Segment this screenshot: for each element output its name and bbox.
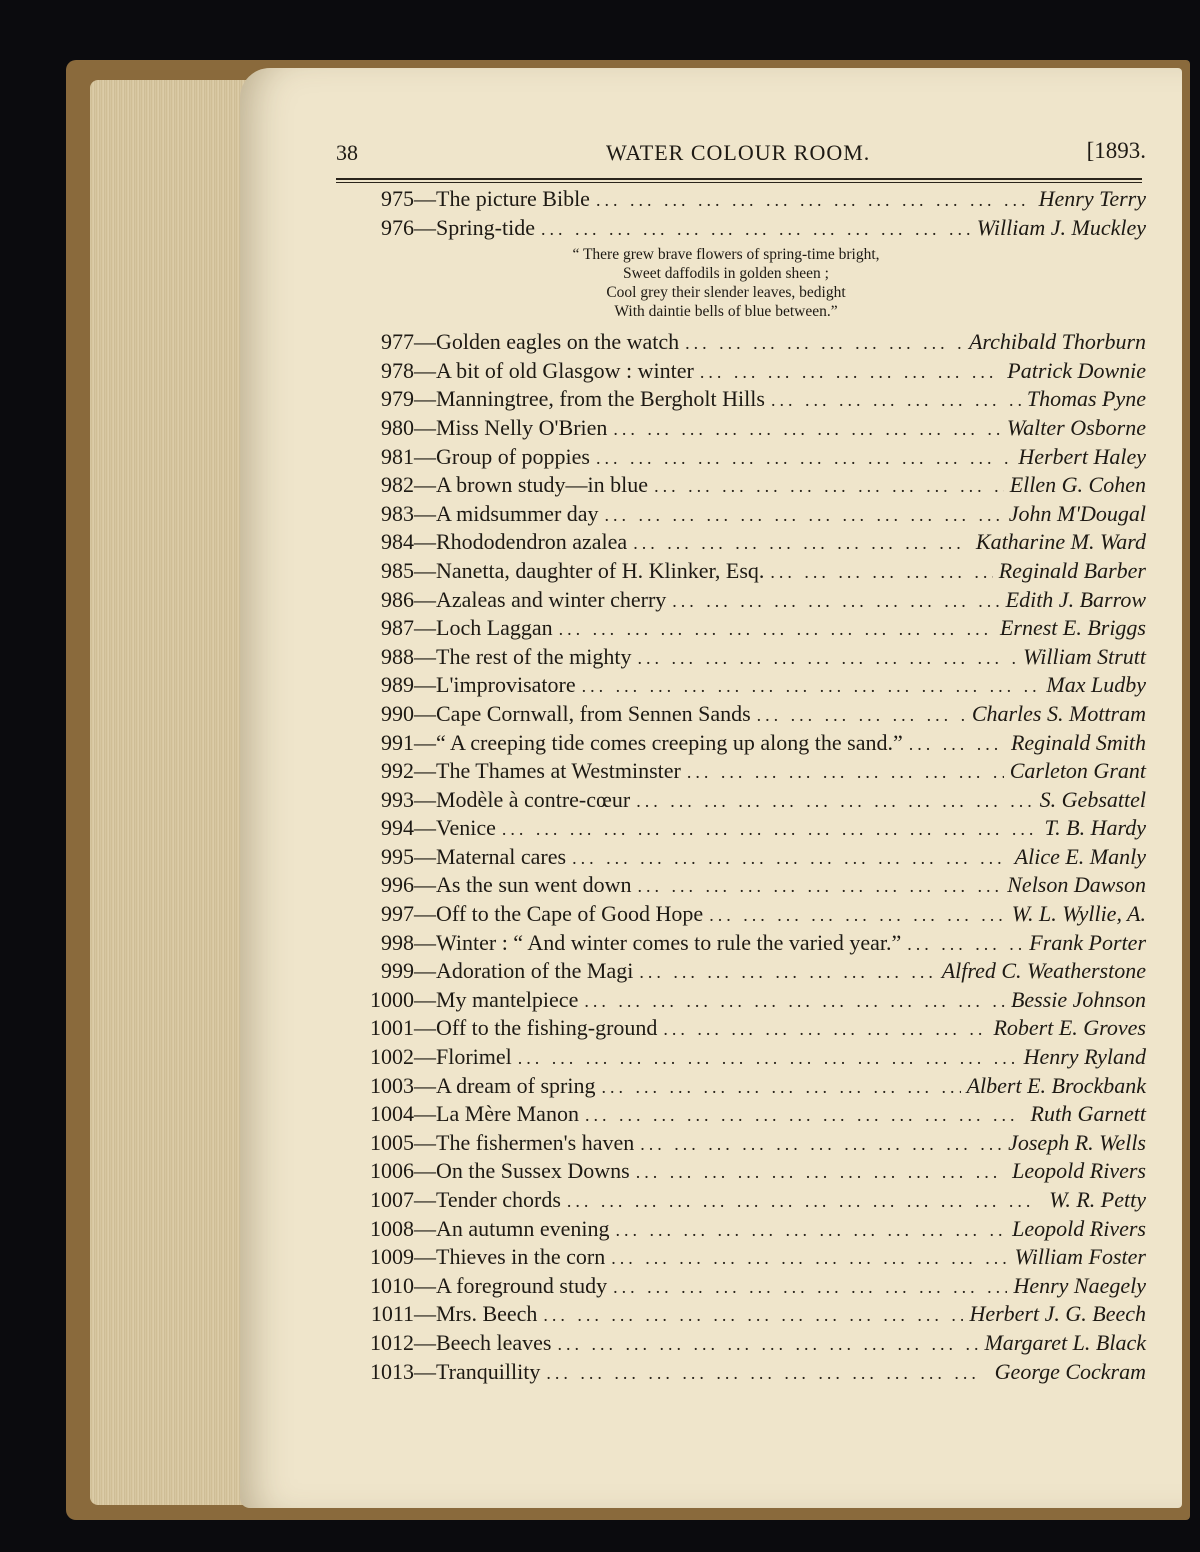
entry-title: Florimel bbox=[436, 1044, 512, 1070]
entry-title: Miss Nelly O'Brien bbox=[436, 414, 608, 440]
entry-number bbox=[346, 215, 414, 241]
catalogue-entry bbox=[346, 1273, 1146, 1302]
entry-dash: — bbox=[414, 872, 436, 898]
entry-dash: — bbox=[414, 986, 436, 1012]
entry-number-text: 1003 bbox=[370, 1072, 414, 1098]
catalogue-entry bbox=[346, 1101, 1146, 1130]
leader-dots bbox=[613, 419, 1000, 440]
leader-dots bbox=[636, 791, 1033, 812]
entry-dash: — bbox=[414, 586, 436, 612]
entry-artist: Henry Naegely bbox=[1013, 1272, 1146, 1298]
leader-dots bbox=[639, 962, 935, 983]
entry-number-text: 979 bbox=[381, 386, 414, 412]
entry-artist: John M'Dougal bbox=[1008, 500, 1146, 526]
entry-number-text: 978 bbox=[381, 357, 414, 383]
entry-number bbox=[346, 672, 414, 698]
entry-title: Manningtree, from the Bergholt Hills bbox=[436, 386, 765, 412]
catalogue-entry bbox=[346, 1044, 1146, 1073]
entry-number-text: 975 bbox=[381, 186, 414, 211]
running-title: WATER COLOUR ROOM. bbox=[606, 140, 871, 165]
catalogue-entry bbox=[346, 787, 1146, 816]
entry-artist: Herbert J. G. Beech bbox=[969, 1301, 1146, 1327]
entry-number bbox=[346, 615, 414, 641]
entry-artist: W. R. Petty bbox=[1049, 1187, 1146, 1212]
entry-artist: Ruth Garnett bbox=[1030, 1101, 1146, 1127]
entry-number bbox=[346, 186, 414, 212]
catalogue-entry bbox=[346, 930, 1146, 959]
entry-artist: Albert E. Brockbank bbox=[966, 1072, 1146, 1098]
entry-number-text: 997 bbox=[381, 901, 414, 927]
entry-artist: Ernest E. Briggs bbox=[999, 615, 1146, 641]
entry-title: Adoration of the Magi bbox=[436, 958, 634, 984]
entry-artist: S. Gebsattel bbox=[1039, 786, 1146, 812]
entry-number bbox=[346, 1359, 414, 1385]
catalogue-entry bbox=[346, 1244, 1146, 1273]
leader-dots bbox=[638, 648, 1018, 669]
leader-dots bbox=[605, 505, 1003, 526]
entry-number-text: 977 bbox=[381, 329, 414, 355]
entry-title: Thieves in the corn bbox=[436, 1244, 606, 1270]
entry-artist: Henry Terry bbox=[1038, 186, 1146, 211]
catalogue-entry bbox=[346, 1216, 1146, 1245]
catalogue-entry bbox=[346, 701, 1146, 730]
entry-number-text: 1005 bbox=[370, 1129, 414, 1155]
entry-dash: — bbox=[414, 1301, 436, 1327]
entry-artist: Herbert Haley bbox=[1018, 443, 1146, 469]
entry-number bbox=[346, 1044, 414, 1070]
entry-dash: — bbox=[414, 672, 436, 698]
poem-line: Sweet daffodils in golden sheen ; bbox=[623, 265, 829, 283]
catalogue-entry bbox=[346, 558, 1146, 587]
catalogue-entry bbox=[346, 415, 1146, 444]
entry-number bbox=[346, 1273, 414, 1299]
entry-title: On the Sussex Downs bbox=[436, 1158, 630, 1184]
leader-dots bbox=[685, 333, 963, 354]
entry-number-text: 991 bbox=[381, 729, 414, 755]
entry-number-text: 998 bbox=[381, 929, 414, 955]
leader-dots bbox=[638, 876, 1002, 897]
entry-artist: Thomas Pyne bbox=[1026, 386, 1146, 412]
entry-number bbox=[346, 386, 414, 412]
entry-dash: — bbox=[414, 843, 436, 869]
entry-dash: — bbox=[414, 1158, 436, 1184]
entry-title: A dream of spring bbox=[436, 1072, 596, 1098]
entry-dash: — bbox=[414, 1272, 436, 1298]
entry-dash: — bbox=[414, 472, 436, 498]
entry-artist: Edith J. Barrow bbox=[1005, 586, 1146, 612]
entry-number-text: 983 bbox=[381, 500, 414, 526]
leader-dots bbox=[757, 705, 966, 726]
leader-dots bbox=[502, 819, 1039, 840]
entry-number-text: 987 bbox=[381, 615, 414, 641]
entry-title: Loch Laggan bbox=[436, 615, 553, 641]
entry-number bbox=[346, 901, 414, 927]
leader-dots bbox=[584, 991, 1005, 1012]
entry-dash: — bbox=[414, 758, 436, 784]
catalogue-entry bbox=[346, 815, 1146, 844]
entry-number bbox=[346, 701, 414, 727]
entry-artist: Charles S. Mottram bbox=[971, 700, 1146, 726]
entry-number-text: 981 bbox=[381, 443, 414, 469]
entry-number-text: 1007 bbox=[370, 1187, 414, 1212]
entry-title: The picture Bible bbox=[436, 186, 590, 211]
entry-number bbox=[346, 844, 414, 870]
leader-dots bbox=[663, 1019, 987, 1040]
entry-number bbox=[346, 758, 414, 784]
leader-dots bbox=[654, 476, 1004, 497]
leader-dots bbox=[770, 562, 992, 583]
catalogue-entry bbox=[346, 730, 1146, 759]
entry-artist: Reginald Smith bbox=[1010, 729, 1146, 755]
leader-dots bbox=[907, 934, 1023, 955]
poem-line: Cool grey their slender leaves, bedight bbox=[606, 284, 846, 302]
entry-title: A brown study—in blue bbox=[436, 472, 649, 498]
entry-dash: — bbox=[414, 815, 436, 841]
entry-dash: — bbox=[414, 700, 436, 726]
entry-title: A midsummer day bbox=[436, 500, 599, 526]
catalogue-entry bbox=[346, 1187, 1146, 1216]
entry-dash: — bbox=[414, 958, 436, 984]
entry-number-text: 999 bbox=[381, 958, 414, 984]
catalogue-entry bbox=[346, 215, 1146, 244]
entry-number bbox=[346, 1130, 414, 1156]
entry-dash: — bbox=[414, 1044, 436, 1070]
entry-dash: — bbox=[414, 214, 436, 240]
entry-artist: Nelson Dawson bbox=[1007, 872, 1146, 898]
leader-dots bbox=[546, 1363, 988, 1384]
leader-dots bbox=[559, 619, 994, 640]
catalogue-entry bbox=[346, 1158, 1146, 1187]
entry-number bbox=[346, 1216, 414, 1242]
entry-title: Cape Cornwall, from Sennen Sands bbox=[436, 700, 751, 726]
poem-line: With daintie bells of blue between.” bbox=[614, 303, 838, 321]
entry-title: Winter : “ And winter comes to rule the varied year.” bbox=[436, 929, 902, 955]
catalogue-entry bbox=[346, 1301, 1146, 1330]
leader-dots bbox=[567, 1191, 1043, 1212]
entry-dash: — bbox=[414, 1244, 436, 1270]
leader-dots bbox=[543, 1305, 963, 1326]
entry-dash: — bbox=[414, 529, 436, 555]
catalogue-entry bbox=[346, 987, 1146, 1016]
entry-title: Modèle à contre-cœur bbox=[436, 786, 631, 812]
entry-dash: — bbox=[414, 1215, 436, 1241]
entry-title: Venice bbox=[436, 815, 496, 841]
leader-dots bbox=[596, 448, 1012, 469]
entry-number-text: 996 bbox=[381, 872, 414, 898]
entry-artist: Archibald Thorburn bbox=[968, 329, 1146, 355]
entry-number bbox=[346, 329, 414, 355]
catalogue-entry bbox=[346, 872, 1146, 901]
entry-number bbox=[346, 815, 414, 841]
page-number: 38 bbox=[336, 140, 358, 165]
entry-number-text: 1009 bbox=[370, 1244, 414, 1270]
entry-artist: George Cockram bbox=[994, 1358, 1146, 1384]
entry-number bbox=[346, 787, 414, 813]
catalogue-entry bbox=[346, 329, 1146, 358]
leader-dots bbox=[518, 1048, 1018, 1069]
entry-dash: — bbox=[414, 414, 436, 440]
entry-artist: William J. Muckley bbox=[976, 214, 1146, 240]
leader-dots bbox=[601, 1077, 960, 1098]
entry-dash: — bbox=[414, 901, 436, 927]
leader-dots bbox=[687, 762, 1004, 783]
entry-dash: — bbox=[414, 386, 436, 412]
entry-artist: Bessie Johnson bbox=[1010, 986, 1146, 1012]
entry-number bbox=[346, 930, 414, 956]
entry-number-text: 1001 bbox=[370, 1015, 414, 1041]
entry-number bbox=[346, 1101, 414, 1127]
catalogue-list bbox=[346, 186, 1146, 1387]
entry-number-text: 993 bbox=[381, 786, 414, 812]
catalogue-entry bbox=[346, 587, 1146, 616]
entry-number-text: 992 bbox=[381, 758, 414, 784]
entry-title: As the sun went down bbox=[436, 872, 632, 898]
leader-dots bbox=[582, 676, 1041, 697]
catalogue-entry bbox=[346, 472, 1146, 501]
entry-title: Tender chords bbox=[436, 1187, 561, 1212]
entry-number bbox=[346, 1073, 414, 1099]
catalogue-entry bbox=[346, 1130, 1146, 1159]
entry-dash: — bbox=[414, 929, 436, 955]
entry-artist: W. L. Wyllie, A. bbox=[1011, 901, 1146, 927]
entry-title: “ A creeping tide comes creeping up along the sand.” bbox=[436, 729, 903, 755]
entry-artist: Leopold Rivers bbox=[1012, 1158, 1146, 1184]
entry-artist: Carleton Grant bbox=[1009, 758, 1146, 784]
entry-number-text: 1002 bbox=[370, 1044, 414, 1070]
entry-dash: — bbox=[414, 786, 436, 812]
leader-dots bbox=[633, 533, 970, 554]
entry-number-text: 1011 bbox=[370, 1301, 414, 1327]
entry-number bbox=[346, 1244, 414, 1270]
entry-title: Mrs. Beech bbox=[436, 1301, 538, 1327]
entry-number bbox=[346, 1330, 414, 1356]
entry-title: L'improvisatore bbox=[436, 672, 576, 698]
entry-artist: Robert E. Groves bbox=[993, 1015, 1146, 1041]
catalogue-entry bbox=[346, 644, 1146, 673]
leader-dots bbox=[596, 190, 1033, 211]
catalogue-entry bbox=[346, 386, 1146, 415]
entry-number-text: 1006 bbox=[370, 1158, 414, 1184]
entry-artist: William Foster bbox=[1014, 1244, 1146, 1270]
entry-number-text: 1004 bbox=[370, 1101, 414, 1127]
entry-artist: Alfred C. Weatherstone bbox=[941, 958, 1146, 984]
catalogue-entry bbox=[346, 1330, 1146, 1359]
entry-number bbox=[346, 730, 414, 756]
page-header bbox=[336, 138, 1146, 172]
entry-dash: — bbox=[414, 443, 436, 469]
entry-dash: — bbox=[414, 1329, 436, 1355]
entry-title: A bit of old Glasgow : winter bbox=[436, 357, 694, 383]
entry-title: Golden eagles on the watch bbox=[436, 329, 680, 355]
entry-number-text: 980 bbox=[381, 414, 414, 440]
entry-artist: Patrick Downie bbox=[1007, 357, 1146, 383]
entry-title: Tranquillity bbox=[436, 1358, 541, 1384]
entry-number-text: 985 bbox=[381, 557, 414, 583]
entry-dash: — bbox=[414, 500, 436, 526]
entry-number bbox=[346, 558, 414, 584]
entry-number-text: 984 bbox=[381, 529, 414, 555]
catalogue-entry bbox=[346, 758, 1146, 787]
entry-number-text: 986 bbox=[381, 586, 414, 612]
entry-dash: — bbox=[414, 357, 436, 383]
leader-dots bbox=[613, 1277, 1007, 1298]
entry-artist: Leopold Rivers bbox=[1012, 1215, 1146, 1241]
leader-dots bbox=[709, 905, 1006, 926]
entry-title: Azaleas and winter cherry bbox=[436, 586, 667, 612]
entry-title: A foreground study bbox=[436, 1272, 608, 1298]
entry-number bbox=[346, 501, 414, 527]
entry-number bbox=[346, 1158, 414, 1184]
entry-title: Off to the fishing-ground bbox=[436, 1015, 658, 1041]
leader-dots bbox=[700, 362, 1001, 383]
leader-dots bbox=[672, 591, 999, 612]
leader-dots bbox=[541, 219, 971, 240]
catalogue-entry bbox=[346, 615, 1146, 644]
entry-dash: — bbox=[414, 329, 436, 355]
leader-dots bbox=[636, 1162, 1006, 1183]
entry-dash: — bbox=[414, 1015, 436, 1041]
entry-number-text: 1000 bbox=[370, 986, 414, 1012]
leader-dots bbox=[616, 1220, 1007, 1241]
entry-number bbox=[346, 1187, 414, 1213]
entry-number-text: 995 bbox=[381, 843, 414, 869]
catalogue-entry bbox=[346, 186, 1146, 215]
entry-number bbox=[346, 1015, 414, 1041]
entry-title: The fishermen's haven bbox=[436, 1129, 635, 1155]
entry-title: Maternal cares bbox=[436, 843, 567, 869]
entry-title: La Mère Manon bbox=[436, 1101, 579, 1127]
entry-artist: Ellen G. Cohen bbox=[1009, 472, 1146, 498]
entry-title: Group of poppies bbox=[436, 443, 590, 469]
entry-number bbox=[346, 529, 414, 555]
entry-dash: — bbox=[414, 1187, 436, 1212]
entry-number-text: 994 bbox=[381, 815, 414, 841]
entry-number bbox=[346, 358, 414, 384]
leader-dots bbox=[585, 1105, 1025, 1126]
entry-dash: — bbox=[414, 729, 436, 755]
poem-quote bbox=[466, 245, 986, 321]
entry-artist: Katharine M. Ward bbox=[975, 529, 1146, 555]
entry-title: The Thames at Westminster bbox=[436, 758, 681, 784]
catalogue-entry bbox=[346, 958, 1146, 987]
entry-dash: — bbox=[414, 1072, 436, 1098]
entry-title: Off to the Cape of Good Hope bbox=[436, 901, 704, 927]
entry-artist: T. B. Hardy bbox=[1044, 815, 1146, 841]
leader-dots bbox=[909, 734, 1005, 755]
entry-title: My mantelpiece bbox=[436, 986, 579, 1012]
entry-number bbox=[346, 872, 414, 898]
leader-dots bbox=[640, 1134, 1002, 1155]
leader-dots bbox=[771, 390, 1021, 411]
catalogue-entry bbox=[346, 1073, 1146, 1102]
entry-dash: — bbox=[414, 1101, 436, 1127]
catalogue-entry bbox=[346, 844, 1146, 873]
entry-number-text: 990 bbox=[381, 700, 414, 726]
entry-number-text: 1013 bbox=[370, 1358, 414, 1384]
entry-number bbox=[346, 415, 414, 441]
entry-title: Beech leaves bbox=[436, 1329, 552, 1355]
entry-artist: Henry Ryland bbox=[1023, 1044, 1146, 1070]
catalogue-entry bbox=[346, 358, 1146, 387]
entry-artist: Joseph R. Wells bbox=[1008, 1129, 1146, 1155]
entry-number-text: 988 bbox=[381, 643, 414, 669]
poem-line: “ There grew brave flowers of spring-time bright, bbox=[572, 246, 880, 264]
entry-dash: — bbox=[414, 186, 436, 211]
header-rule bbox=[336, 178, 1142, 183]
catalogue-entry bbox=[346, 501, 1146, 530]
leader-dots bbox=[557, 1334, 978, 1355]
entry-title: The rest of the mighty bbox=[436, 643, 632, 669]
entry-number bbox=[346, 472, 414, 498]
entry-artist: Walter Osborne bbox=[1006, 414, 1146, 440]
entry-number-text: 982 bbox=[381, 472, 414, 498]
entry-artist: Reginald Barber bbox=[998, 557, 1146, 583]
entry-artist: Max Ludby bbox=[1046, 672, 1146, 698]
entry-number-text: 989 bbox=[381, 672, 414, 698]
entry-number bbox=[346, 587, 414, 613]
entry-artist: Margaret L. Black bbox=[984, 1329, 1146, 1355]
entry-number-text: 1008 bbox=[370, 1215, 414, 1241]
entry-title: Nanetta, daughter of H. Klinker, Esq. bbox=[436, 557, 765, 583]
entry-dash: — bbox=[414, 643, 436, 669]
catalogue-entry bbox=[346, 672, 1146, 701]
entry-number bbox=[346, 1301, 414, 1327]
catalogue-entry bbox=[346, 444, 1146, 473]
entry-number bbox=[346, 958, 414, 984]
catalogue-entry bbox=[346, 1015, 1146, 1044]
catalogue-entry bbox=[346, 901, 1146, 930]
entry-artist: William Strutt bbox=[1023, 643, 1146, 669]
leader-dots bbox=[611, 1248, 1008, 1269]
entry-title: An autumn evening bbox=[436, 1215, 610, 1241]
entry-number bbox=[346, 987, 414, 1013]
entry-number bbox=[346, 444, 414, 470]
entry-number-text: 976 bbox=[381, 214, 414, 240]
catalogue-entry bbox=[346, 1359, 1146, 1388]
entry-dash: — bbox=[414, 615, 436, 641]
entry-number-text: 1012 bbox=[370, 1329, 414, 1355]
year-label: [1893. bbox=[1086, 138, 1146, 163]
entry-title: Spring-tide bbox=[436, 214, 535, 240]
entry-number-text: 1010 bbox=[370, 1272, 414, 1298]
catalogue-entry bbox=[346, 529, 1146, 558]
entry-artist: Alice E. Manly bbox=[1014, 843, 1146, 869]
entry-title: Rhododendron azalea bbox=[436, 529, 628, 555]
entry-dash: — bbox=[414, 1129, 436, 1155]
entry-artist: Frank Porter bbox=[1029, 929, 1146, 955]
entry-dash: — bbox=[414, 557, 436, 583]
leader-dots bbox=[572, 848, 1009, 869]
entry-number bbox=[346, 644, 414, 670]
entry-dash: — bbox=[414, 1358, 436, 1384]
